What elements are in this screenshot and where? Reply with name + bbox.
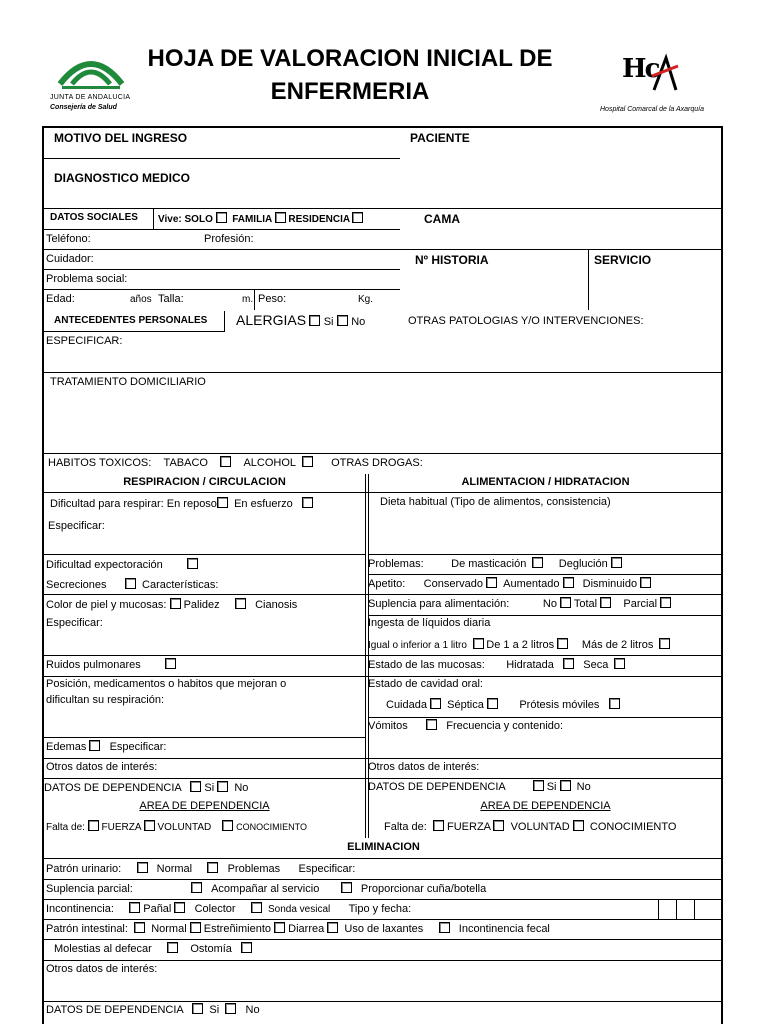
tabaco-label: TABACO: [163, 457, 208, 469]
familia-checkbox[interactable]: [275, 212, 286, 223]
problemas-row: [368, 557, 622, 570]
dependencia-no-checkbox[interactable]: [217, 781, 228, 792]
cuidada-checkbox[interactable]: [430, 698, 441, 709]
divider: [44, 899, 723, 900]
solo-checkbox[interactable]: [216, 212, 227, 223]
ostomia-checkbox[interactable]: [241, 942, 252, 953]
otros-alim-label: Otros datos de interés:: [368, 761, 480, 773]
conocimiento-checkbox[interactable]: [573, 820, 584, 831]
alergias-label: ALERGIAS: [236, 312, 307, 328]
antecedentes-label: ANTECEDENTES PERSONALES: [54, 315, 208, 326]
secreciones-checkbox[interactable]: [125, 578, 136, 589]
divider: [44, 758, 723, 759]
seca-checkbox[interactable]: [614, 658, 625, 669]
otras-patologias-label: OTRAS PATOLOGIAS Y/O INTERVENCIONES:: [408, 315, 644, 327]
cuidador-label: Cuidador:: [46, 253, 94, 265]
divider: [44, 778, 723, 779]
estrenimiento-checkbox[interactable]: [190, 922, 201, 933]
dificultad-label: Dificultad para respirar:: [50, 498, 164, 510]
color-piel-label: Color de piel y mucosas:: [46, 599, 167, 611]
hospital-logo: [598, 50, 708, 120]
secreciones-row: [46, 578, 218, 591]
vive-row: [158, 212, 363, 225]
divider: [44, 879, 723, 880]
laxantes-label: Uso de laxantes: [344, 923, 424, 935]
divider: [153, 208, 154, 229]
ostomia-label: Ostomía: [190, 943, 232, 955]
parcial-label: Parcial: [623, 598, 658, 610]
divider: [44, 208, 723, 209]
m-label: m.: [242, 294, 254, 305]
disminuido-checkbox[interactable]: [640, 577, 651, 588]
problemas-label: Problemas:: [368, 558, 424, 570]
en-reposo-checkbox[interactable]: [217, 497, 228, 508]
posicion-line1: Posición, medicamentos o habitos que mejoran o: [46, 678, 287, 690]
respiracion-title: RESPIRACION / CIRCULACION: [123, 476, 286, 488]
habitos-row: [48, 456, 423, 469]
colector-checkbox[interactable]: [174, 902, 185, 913]
residencia-checkbox[interactable]: [352, 212, 363, 223]
normal-checkbox[interactable]: [137, 862, 148, 873]
motivo-label: MOTIVO DEL INGRESO: [54, 131, 188, 145]
historia-label: Nº HISTORIA: [415, 253, 489, 267]
alcohol-label: ALCOHOL: [243, 457, 296, 469]
alergias-si-checkbox[interactable]: [309, 315, 320, 326]
cianosis-label: Cianosis: [255, 599, 298, 611]
frecuencia-label: Frecuencia y contenido:: [446, 720, 564, 732]
kg-label: Kg.: [358, 294, 374, 305]
proporcionar-label: Proporcionar cuña/botella: [360, 883, 487, 895]
apetito-label: Apetito:: [368, 578, 406, 590]
intestinal-label: Patrón intestinal:: [46, 923, 128, 935]
voluntad-checkbox[interactable]: [144, 820, 155, 831]
seca-label: Seca: [583, 659, 609, 671]
conservado-label: Conservado: [423, 578, 483, 590]
sonda-checkbox[interactable]: [251, 902, 262, 913]
igual-label: Igual o inferior a 1 litro: [368, 640, 467, 651]
deglucion-label: Deglución: [558, 558, 608, 570]
suplencia-label: Suplencia parcial:: [46, 883, 133, 895]
divider: [676, 899, 677, 919]
falta-label: Falta de:: [46, 822, 85, 833]
palidez-checkbox[interactable]: [170, 598, 181, 609]
divider: [224, 311, 225, 332]
mas2-label: Más de 2 litros: [581, 639, 654, 651]
divider: [44, 158, 400, 159]
familia-label: FAMILIA: [232, 214, 272, 225]
otros-resp-label: Otros datos de interés:: [46, 761, 158, 773]
de1a2-checkbox[interactable]: [557, 638, 568, 649]
cama-label: CAMA: [424, 212, 460, 226]
anos-label: años: [130, 294, 152, 305]
alergias-no-label: No: [351, 316, 366, 328]
divider: [44, 453, 723, 454]
fuerza-checkbox[interactable]: [433, 820, 444, 831]
aumentado-checkbox[interactable]: [563, 577, 574, 588]
divider: [44, 676, 723, 677]
divider: [44, 372, 723, 373]
ingesta-label: Ingesta de líquidos diaria: [368, 617, 491, 629]
suplencia-label: Suplencia para alimentación:: [368, 598, 510, 610]
falta-resp-row: [46, 820, 307, 833]
vomitos-row: [368, 719, 563, 732]
dependencia-alim-row: [368, 780, 591, 793]
alergias-si-label: Si: [323, 316, 334, 328]
parcial-checkbox[interactable]: [660, 597, 671, 608]
conocimiento-checkbox[interactable]: [222, 820, 233, 831]
cianosis-checkbox[interactable]: [235, 598, 246, 609]
conocimiento-label: CONOCIMIENTO: [236, 822, 307, 832]
divider: [44, 594, 723, 595]
divider: [44, 655, 723, 656]
divider: [44, 554, 365, 555]
laxantes-checkbox[interactable]: [327, 922, 338, 933]
vomitos-label: Vómitos: [368, 720, 408, 732]
expectoracion-row: [46, 558, 198, 571]
peso-label: Peso:: [258, 293, 287, 305]
especificar-label: ESPECIFICAR:: [46, 335, 123, 347]
dificultad-row: [50, 497, 313, 510]
solo-label: SOLO: [184, 214, 213, 225]
suplencia-row: [368, 597, 671, 610]
hidratada-label: Hidratada: [506, 659, 554, 671]
divider: [368, 554, 723, 555]
cuidada-label: Cuidada: [386, 699, 427, 711]
conocimiento-label: CONOCIMIENTO: [589, 821, 677, 833]
de1a2-label: De 1 a 2 litros: [486, 639, 555, 651]
suplencia-no-checkbox[interactable]: [560, 597, 571, 608]
ruidos-label: Ruidos pulmonares: [46, 659, 141, 671]
divider: [44, 269, 400, 270]
dependencia-resp-row: [44, 781, 248, 794]
dependencia-si-checkbox[interactable]: [533, 780, 544, 791]
total-label: Total: [573, 598, 598, 610]
protesis-checkbox[interactable]: [609, 698, 620, 709]
voluntad-checkbox[interactable]: [493, 820, 504, 831]
expectoracion-checkbox[interactable]: [187, 558, 198, 569]
hospital-a-icon: [650, 52, 680, 92]
en-esfuerzo-checkbox[interactable]: [302, 497, 313, 508]
profesion-label: Profesión:: [204, 233, 254, 245]
proporcionar-checkbox[interactable]: [341, 882, 352, 893]
dependencia-si-label: Si: [209, 1004, 220, 1016]
acompanar-label: Acompañar al servicio: [211, 883, 320, 895]
dependencia-label: DATOS DE DEPENDENCIA: [46, 1004, 184, 1016]
talla-label: Talla:: [158, 293, 184, 305]
normal2-checkbox[interactable]: [134, 922, 145, 933]
cavidad-label: Estado de cavidad oral:: [368, 678, 483, 690]
color-piel-row: [46, 598, 297, 611]
divider: [44, 919, 723, 920]
dieta-label: Dieta habitual (Tipo de alimentos, consistencia): [380, 496, 611, 508]
diarrea-checkbox[interactable]: [274, 922, 285, 933]
dependencia-label: DATOS DE DEPENDENCIA: [44, 782, 182, 794]
datos-sociales-label: DATOS SOCIALES: [50, 212, 138, 223]
deglucion-checkbox[interactable]: [611, 557, 622, 568]
tipo-label: Tipo y fecha:: [348, 903, 412, 915]
expectoracion-label: Dificultad expectoración: [46, 559, 163, 571]
logo-right-mark: Hc: [622, 54, 659, 84]
residencia-label: RESIDENCIA: [288, 214, 350, 225]
vive-label: Vive:: [158, 214, 182, 225]
tratamiento-label: TRATAMIENTO DOMICILIARIO: [50, 376, 206, 388]
septica-label: Séptica: [447, 699, 484, 711]
dependencia-no-checkbox[interactable]: [560, 780, 571, 791]
masticacion-label: De masticación: [451, 558, 527, 570]
suplencia-parcial-row: [46, 882, 486, 895]
incontinencia-label: Incontinencia:: [46, 903, 114, 915]
edad-label: Edad:: [46, 293, 75, 305]
fuerza-label: FUERZA: [101, 822, 141, 833]
especificar2-label: Especificar:: [46, 617, 103, 629]
dependencia-si-checkbox[interactable]: [192, 1003, 203, 1014]
form-header: [0, 0, 768, 125]
divider: [400, 249, 723, 250]
divider: [44, 492, 723, 493]
divider: [368, 574, 723, 575]
title-line2: ENFERMERIA: [270, 78, 430, 105]
divider: [368, 615, 723, 616]
urinario-label: Patrón urinario:: [46, 863, 122, 875]
otras-drogas-label: OTRAS DROGAS:: [331, 457, 423, 469]
protesis-label: Prótesis móviles: [519, 699, 600, 711]
dependencia-si-label: Si: [546, 781, 557, 793]
intestinal-row: [46, 922, 550, 935]
especificar-label: Especificar:: [48, 520, 105, 532]
area-dependencia-alim: AREA DE DEPENDENCIA: [480, 800, 611, 812]
en-esfuerzo-label: En esfuerzo: [234, 498, 293, 510]
suplencia-no-label: No: [542, 598, 557, 610]
dependencia-elim-row: [46, 1003, 260, 1016]
divider: [44, 939, 723, 940]
posicion-line2: dificultan su respiración:: [46, 694, 165, 706]
falta-alim-row: [384, 820, 676, 833]
divider: [44, 331, 224, 332]
dependencia-no-label: No: [245, 1004, 260, 1016]
divider: [44, 960, 723, 961]
palidez-label: Palidez: [183, 599, 220, 611]
especificar3-label: Especificar:: [109, 741, 167, 753]
panal-label: Pañal: [143, 903, 172, 915]
eliminacion-title: ELIMINACION: [347, 841, 420, 853]
edemas-label: Edemas: [46, 741, 87, 753]
divider: [694, 899, 695, 919]
divider: [588, 249, 589, 310]
servicio-label: SERVICIO: [594, 253, 652, 267]
igual-checkbox[interactable]: [473, 638, 484, 649]
urinario-row: [46, 862, 355, 875]
inc-fecal-label: Incontinencia fecal: [458, 923, 550, 935]
problemas-checkbox[interactable]: [207, 862, 218, 873]
incontinencia-row: [46, 902, 411, 915]
dependencia-si-checkbox[interactable]: [190, 781, 201, 792]
panal-checkbox[interactable]: [129, 902, 140, 913]
problema-social-label: Problema social:: [46, 273, 128, 285]
logo-left-line2: Consejería de Salud: [50, 104, 117, 111]
diarrea-label: Diarrea: [288, 923, 325, 935]
divider: [44, 737, 365, 738]
ingesta-row: [368, 638, 670, 651]
logo-left-line1: JUNTA DE ANDALUCIA: [50, 94, 131, 101]
page-title: [110, 42, 590, 108]
problemas-label: Problemas: [227, 863, 281, 875]
dependencia-label: DATOS DE DEPENDENCIA: [368, 781, 506, 793]
habitos-label: HABITOS TOXICOS:: [48, 457, 152, 469]
divider: [44, 1001, 723, 1002]
divider: [365, 474, 366, 838]
edemas-checkbox[interactable]: [89, 740, 100, 751]
colector-label: Colector: [194, 903, 236, 915]
alcohol-checkbox[interactable]: [302, 456, 313, 467]
fuerza-label: FUERZA: [447, 821, 491, 833]
divider: [254, 289, 255, 310]
mucosas-label: Estado de las mucosas:: [368, 659, 485, 671]
telefono-label: Teléfono:: [46, 233, 91, 245]
divider: [368, 717, 723, 718]
especificar-label: Especificar:: [298, 863, 356, 875]
form-frame: [42, 126, 723, 1024]
disminuido-label: Disminuido: [582, 578, 638, 590]
sonda-label: Sonda vesical: [267, 904, 331, 915]
logo-right-text: Hospital Comarcal de la Axarquía: [600, 106, 705, 113]
voluntad-label: VOLUNTAD: [157, 822, 212, 833]
molestias-label: Molestias al defecar: [54, 943, 152, 955]
acompanar-checkbox[interactable]: [191, 882, 202, 893]
falta-label: Falta de:: [384, 821, 427, 833]
mucosas-row: [368, 658, 625, 671]
en-reposo-label: En reposo: [166, 498, 217, 510]
estrenimiento-label: Estreñimiento: [203, 923, 272, 935]
otros-elim-label: Otros datos de interés:: [46, 963, 158, 975]
alimentacion-title: ALIMENTACION / HIDRATACION: [461, 476, 630, 488]
edemas-row: [46, 740, 166, 753]
inc-fecal-checkbox[interactable]: [439, 922, 450, 933]
dependencia-no-label: No: [576, 781, 591, 793]
total-checkbox[interactable]: [600, 597, 611, 608]
alergias-no-checkbox[interactable]: [337, 315, 348, 326]
vomitos-checkbox[interactable]: [426, 719, 437, 730]
dependencia-no-label: No: [234, 782, 249, 794]
diagnostico-label: DIAGNOSTICO MEDICO: [54, 171, 191, 185]
fuerza-checkbox[interactable]: [88, 820, 99, 831]
molestias-row: [54, 942, 252, 955]
paciente-label: PACIENTE: [410, 131, 470, 145]
aumentado-label: Aumentado: [503, 578, 560, 590]
caracteristicas-label: Características:: [142, 579, 219, 591]
divider: [44, 289, 400, 290]
normal2-label: Normal: [151, 923, 187, 935]
apetito-row: [368, 577, 651, 590]
divider: [44, 229, 400, 230]
septica-checkbox[interactable]: [487, 698, 498, 709]
dependencia-si-label: Si: [204, 782, 215, 794]
divider: [44, 858, 723, 859]
alergias-row: [236, 312, 365, 328]
area-dependencia-resp: AREA DE DEPENDENCIA: [139, 800, 270, 812]
divider: [658, 899, 659, 919]
cavidad-row: [386, 698, 620, 711]
ruidos-row: [46, 658, 176, 671]
dependencia-no-checkbox[interactable]: [225, 1003, 236, 1014]
mas2-checkbox[interactable]: [659, 638, 670, 649]
masticacion-checkbox[interactable]: [532, 557, 543, 568]
voluntad-label: VOLUNTAD: [510, 821, 570, 833]
title-line1: HOJA DE VALORACION INICIAL DE: [147, 45, 553, 72]
molestias-checkbox[interactable]: [167, 942, 178, 953]
conservado-checkbox[interactable]: [486, 577, 497, 588]
normal-label: Normal: [156, 863, 193, 875]
secreciones-label: Secreciones: [46, 579, 107, 591]
divider: [44, 249, 400, 250]
hidratada-checkbox[interactable]: [563, 658, 574, 669]
tabaco-checkbox[interactable]: [220, 456, 231, 467]
ruidos-checkbox[interactable]: [165, 658, 176, 669]
